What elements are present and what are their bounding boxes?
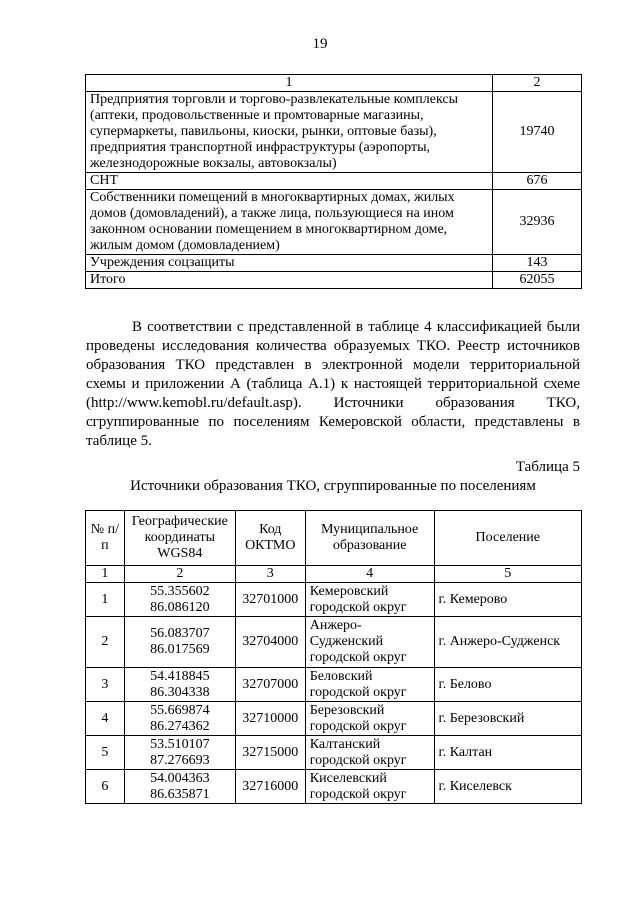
longitude: 86.304338 xyxy=(150,684,210,700)
municipality-cell: Беловский городской округ xyxy=(305,668,434,702)
settlement-cell: г. Березовский xyxy=(434,702,581,736)
table-row xyxy=(86,190,582,255)
coordinates-cell xyxy=(124,668,235,702)
column-header: 1 xyxy=(86,75,493,92)
column-header: Муниципальное образование xyxy=(305,511,434,566)
row-number: 2 xyxy=(86,617,125,668)
settlement-cell: г. Белово xyxy=(434,668,581,702)
oktmo-code: 32701000 xyxy=(235,583,305,617)
continued-table xyxy=(85,74,582,289)
table-header-row xyxy=(86,75,582,92)
value-cell: 676 xyxy=(493,173,582,190)
value-cell: 32936 xyxy=(493,190,582,255)
oktmo-code: 32707000 xyxy=(235,668,305,702)
column-index: 1 xyxy=(86,566,125,583)
value-cell: 62055 xyxy=(493,272,582,289)
settlement-cell: г. Кемерово xyxy=(434,583,581,617)
category-cell: Предприятия торговли и торгово-развлекательные комплексы (аптеки, продовольственные и промтоварные магазины, супермаркеты, павильоны, киоски, рынки, оптовые базы), предприятия транспортной инфраструктуры (аэропорты, железнодорожные вокзалы, автовокзалы) xyxy=(86,92,493,173)
category-cell: СНТ xyxy=(86,173,493,190)
table-row xyxy=(86,770,582,804)
table-row xyxy=(86,736,582,770)
table-row xyxy=(86,702,582,736)
municipality-cell: Киселевский городской округ xyxy=(305,770,434,804)
latitude: 56.083707 xyxy=(150,626,210,641)
settlement-cell: г. Калтан xyxy=(434,736,581,770)
latitude: 55.355602 xyxy=(150,583,210,599)
municipality-cell: Анжеро-Судженский городской округ xyxy=(305,617,434,668)
column-header: Поселение xyxy=(434,511,581,566)
body-paragraph: В соответствии с представленной в таблице 4 классификацией были проведены исследования количества образуемых ТКО. Реестр источников образования ТКО представлен в электронной модели территориальной схемы и приложении А (таблица А.1) к настоящей территориальной схеме (http://www.kemobl.ru/default.asp). Источники образования ТКО, сгруппированные по поселениям Кемеровской области, представлены в таблице 5. xyxy=(86,319,580,449)
column-header: 2 xyxy=(493,75,582,92)
value-cell: 19740 xyxy=(493,92,582,173)
total-row xyxy=(86,272,582,289)
row-number: 5 xyxy=(86,736,125,770)
coordinates-cell xyxy=(124,736,235,770)
row-number: 4 xyxy=(86,702,125,736)
table-row xyxy=(86,92,582,173)
oktmo-code: 32715000 xyxy=(235,736,305,770)
column-header: № п/п xyxy=(86,511,125,566)
row-number: 6 xyxy=(86,770,125,804)
coordinates-cell xyxy=(124,617,235,668)
row-number: 3 xyxy=(86,668,125,702)
row-number: 1 xyxy=(86,583,125,617)
longitude: 86.635871 xyxy=(150,786,210,802)
column-index: 3 xyxy=(235,566,305,583)
column-index: 5 xyxy=(434,566,581,583)
municipality-cell: Калтанский городской округ xyxy=(305,736,434,770)
settlement-cell: г. Киселевск xyxy=(434,770,581,804)
table-caption: Источники образования ТКО, сгруппированные по поселениям xyxy=(130,478,536,494)
settlement-cell: г. Анжеро-Судженск xyxy=(434,617,581,668)
municipality-cell: Березовский городской округ xyxy=(305,702,434,736)
table-row xyxy=(86,173,582,190)
value-cell: 143 xyxy=(493,255,582,272)
longitude: 87.276693 xyxy=(150,752,210,768)
latitude: 53.510107 xyxy=(150,736,210,752)
column-index: 2 xyxy=(124,566,235,583)
coordinates-cell xyxy=(124,702,235,736)
category-cell: Собственники помещений в многоквартирных домах, жилых домов (домовладений), а также лица, пользующиеся на ином законном основании помещением в многоквартирном доме, жилым домом (домовладением) xyxy=(86,190,493,255)
coordinates-cell xyxy=(124,770,235,804)
table-header-row xyxy=(86,511,582,566)
oktmo-code: 32710000 xyxy=(235,702,305,736)
longitude: 86.274362 xyxy=(150,718,210,734)
table-label: Таблица 5 xyxy=(515,459,580,475)
column-index: 4 xyxy=(305,566,434,583)
column-header: Код ОКТМО xyxy=(235,511,305,566)
table-row xyxy=(86,255,582,272)
category-cell: Итого xyxy=(86,272,493,289)
longitude: 86.017569 xyxy=(150,642,210,657)
table-row xyxy=(86,668,582,702)
column-header: Географические координаты WGS84 xyxy=(124,511,235,566)
oktmo-code: 32716000 xyxy=(235,770,305,804)
oktmo-code: 32704000 xyxy=(235,617,305,668)
coordinates-cell xyxy=(124,583,235,617)
latitude: 55.669874 xyxy=(150,702,210,718)
latitude: 54.004363 xyxy=(150,770,210,786)
latitude: 54.418845 xyxy=(150,668,210,684)
municipality-cell: Кемеровский городской округ xyxy=(305,583,434,617)
sources-table xyxy=(85,510,582,804)
category-cell: Учреждения соцзащиты xyxy=(86,255,493,272)
table-row xyxy=(86,617,582,668)
column-index-row xyxy=(86,566,582,583)
longitude: 86.086120 xyxy=(150,599,210,615)
table-row xyxy=(86,583,582,617)
page-number: 19 xyxy=(312,36,328,52)
